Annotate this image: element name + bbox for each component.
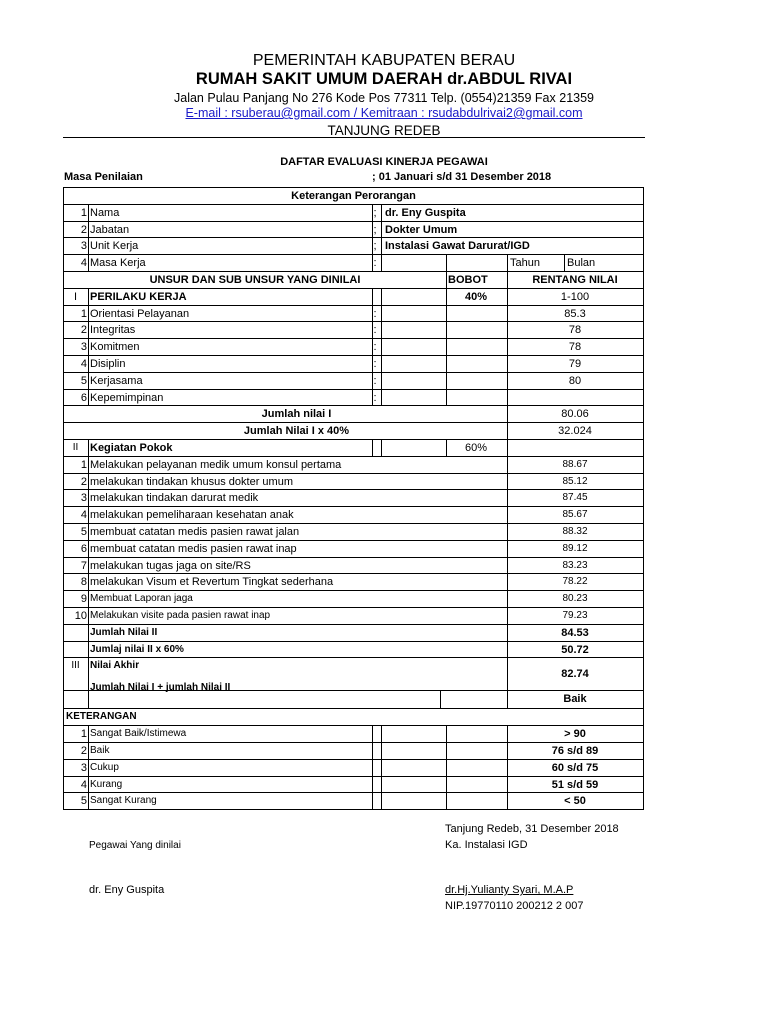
- legend-row: [64, 760, 643, 777]
- section-rentang: 1-100: [560, 290, 590, 303]
- head-nip: NIP.19770110 200212 2 007: [445, 900, 584, 912]
- final-score-label: Nilai Akhir: [90, 660, 140, 672]
- masa-kerja-label: Masa Kerja: [90, 257, 146, 270]
- activity-label: melakukan tindakan darurat medik: [90, 492, 259, 505]
- colon: :: [373, 341, 377, 354]
- personal-label: Nama: [90, 206, 120, 219]
- legend-row: [64, 743, 643, 760]
- weighted-total-row: [64, 642, 643, 659]
- colon: ;: [373, 206, 377, 219]
- row-number: 2: [80, 223, 87, 236]
- criteria-label: Kepemimpinan: [90, 391, 164, 404]
- criteria-label: Komitmen: [90, 341, 140, 354]
- activity-label: melakukan tindakan khusus dokter umum: [90, 475, 293, 488]
- colon: :: [373, 307, 377, 320]
- subtotal-label: Jumlah Nilai II: [90, 626, 158, 638]
- criteria-row: [64, 373, 643, 390]
- row-number: 7: [80, 559, 87, 572]
- personal-value: Dokter Umum: [385, 223, 458, 236]
- personal-row: [64, 238, 643, 255]
- row-number: 1: [80, 728, 87, 741]
- legend-range: < 50: [564, 795, 586, 808]
- row-number: 6: [80, 542, 87, 555]
- activity-score: 80.23: [562, 593, 588, 605]
- legend-range: 51 s/d 59: [551, 778, 599, 791]
- activity-row: [64, 457, 643, 474]
- activity-row: [64, 558, 643, 575]
- personal-value: Instalasi Gawat Darurat/IGD: [385, 240, 530, 253]
- subtotal-value: 80.06: [561, 408, 589, 421]
- period-value: ; 01 Januari s/d 31 Desember 2018: [372, 171, 552, 183]
- final-score-value: 82.74: [561, 668, 589, 681]
- activity-row: [64, 474, 643, 491]
- colon: :: [373, 374, 377, 387]
- activity-label: membuat catatan medis pasien rawat jalan: [90, 525, 300, 538]
- section-title: PERILAKU KERJA: [90, 290, 187, 303]
- criteria-score: [507, 390, 643, 406]
- activity-label: Melakukan visite pada pasien rawat inap: [90, 609, 271, 621]
- row-number: 9: [80, 593, 87, 606]
- section-title: Kegiatan Pokok: [90, 441, 173, 454]
- row-number: 1: [80, 206, 87, 219]
- personal-label: Jabatan: [90, 223, 130, 236]
- subtotal-row: [64, 406, 643, 423]
- activity-label: Melakukan pelayanan medik umum konsul pertama: [90, 458, 342, 471]
- row-number: 8: [80, 576, 87, 589]
- criteria-score: 78: [568, 324, 582, 337]
- row-number: 4: [80, 357, 87, 370]
- document-title: DAFTAR EVALUASI KINERJA PEGAWAI: [280, 156, 488, 168]
- place-date: Tanjung Redeb, 31 Desember 2018: [445, 823, 619, 835]
- head-title: Ka. Instalasi IGD: [445, 839, 528, 851]
- criteria-label: Integritas: [90, 324, 136, 337]
- masa-kerja-row: [64, 255, 643, 272]
- legend-label: Sangat Baik/Istimewa: [90, 728, 187, 740]
- activity-row: [64, 541, 643, 558]
- row-number: 4: [80, 509, 87, 522]
- weighted-total-label: Jumlah Nilai I x 40%: [243, 425, 350, 438]
- row-number: 2: [80, 744, 87, 757]
- activity-score: 87.45: [562, 492, 588, 504]
- header-unsur: UNSUR DAN SUB UNSUR YANG DINILAI: [149, 273, 361, 286]
- criteria-label: Kerjasama: [90, 374, 143, 387]
- legend-range: 76 s/d 89: [551, 744, 599, 757]
- criteria-row: [64, 390, 643, 407]
- criteria-score: 80: [568, 374, 582, 387]
- row-number: 3: [80, 240, 87, 253]
- activity-score: 83.23: [562, 559, 588, 571]
- personal-label: Unit Kerja: [90, 240, 139, 253]
- activity-row: [64, 591, 643, 608]
- evaluation-table: [63, 187, 644, 810]
- final-grade-row: [64, 682, 643, 709]
- activity-score: 79.23: [562, 609, 588, 621]
- row-number: 5: [80, 374, 87, 387]
- activity-label: melakukan Visum et Revertum Tingkat sederhana: [90, 576, 334, 589]
- activity-score: 85.12: [562, 475, 588, 487]
- subtotal-row: [64, 625, 643, 642]
- hospital-email[interactable]: E-mail : rsuberau@gmail.com / Kemitraan : rsudabdulrivai2@gmail.com: [185, 106, 583, 120]
- legend-range: 60 s/d 75: [551, 761, 599, 774]
- personal-row: [64, 205, 643, 222]
- activity-score: 78.22: [562, 576, 588, 588]
- row-number: 4: [80, 257, 87, 270]
- personal-value: dr. Eny Guspita: [385, 206, 466, 219]
- letterhead-divider: [63, 137, 645, 138]
- personal-header: Keterangan Perorangan: [291, 190, 416, 202]
- colon: ;: [373, 223, 377, 236]
- legend-row: [64, 793, 643, 810]
- activity-score: 88.67: [562, 458, 588, 470]
- criteria-row: [64, 322, 643, 339]
- row-number: 10: [74, 609, 87, 622]
- activity-row: [64, 524, 643, 541]
- hospital-name: RUMAH SAKIT UMUM DAERAH dr.ABDUL RIVAI: [195, 70, 573, 88]
- colon: :: [373, 324, 377, 337]
- gov-name: PEMERINTAH KABUPATEN BERAU: [252, 52, 516, 69]
- criteria-label: Disiplin: [90, 357, 126, 370]
- employee-name: dr. Eny Guspita: [89, 884, 165, 896]
- activity-row: [64, 608, 643, 625]
- activity-row: [64, 574, 643, 591]
- colon: :: [373, 357, 377, 370]
- hospital-address: Jalan Pulau Panjang No 276 Kode Pos 77311 Telp. (0554)21359 Fax 21359: [174, 91, 594, 105]
- final-grade: Baik: [563, 693, 587, 706]
- row-number: 3: [80, 341, 87, 354]
- activity-label: melakukan pemeliharaan kesehatan anak: [90, 509, 294, 522]
- personal-header-row: [64, 188, 643, 205]
- employee-title: Pegawai Yang dinilai: [89, 840, 181, 851]
- legend-label: Baik: [90, 744, 110, 756]
- row-number: 4: [80, 778, 87, 791]
- row-number: 2: [80, 475, 87, 488]
- colon: :: [373, 391, 377, 404]
- activity-row: [64, 507, 643, 524]
- colon: :: [373, 257, 377, 270]
- legend-title: KETERANGAN: [66, 711, 137, 723]
- activity-score: 85.67: [562, 509, 588, 521]
- section-bobot: 40%: [464, 290, 488, 303]
- legend-label: Sangat Kurang: [90, 795, 157, 807]
- weighted-total-label: Jumlaj nilai II x 60%: [90, 643, 184, 655]
- section-row: [64, 440, 643, 457]
- criteria-score: 79: [568, 357, 582, 370]
- tahun-label: Tahun: [510, 257, 540, 270]
- bulan-label: Bulan: [567, 257, 596, 270]
- row-number: 3: [80, 761, 87, 774]
- legend-row: [64, 726, 643, 743]
- weighted-total-value: 50.72: [561, 643, 589, 656]
- section-number: I: [73, 290, 78, 303]
- criteria-row: [64, 339, 643, 356]
- row-number: 2: [80, 324, 87, 337]
- criteria-score: 78: [568, 341, 582, 354]
- section-bobot: 60%: [464, 441, 488, 454]
- weighted-total-value: 32.024: [558, 425, 592, 438]
- subtotal-value: 84.53: [561, 626, 589, 639]
- column-header-row: [64, 272, 643, 289]
- period-label: Masa Penilaian: [64, 171, 143, 183]
- personal-row: [64, 222, 643, 239]
- criteria-row: [64, 306, 643, 323]
- activity-label: membuat catatan medis pasien rawat inap: [90, 542, 297, 555]
- row-number: 6: [80, 391, 87, 404]
- subtotal-label: Jumlah nilai I: [261, 408, 332, 421]
- section-row: [64, 289, 643, 306]
- activity-score: 88.32: [562, 525, 588, 537]
- criteria-label: Orientasi Pelayanan: [90, 307, 190, 320]
- row-number: 1: [80, 458, 87, 471]
- city-name: TANJUNG REDEB: [327, 123, 441, 138]
- section-number: III: [71, 660, 80, 672]
- section-number: II: [72, 441, 79, 453]
- activity-label: Membuat Laporan jaga: [90, 593, 193, 605]
- row-number: 5: [80, 525, 87, 538]
- activity-row: [64, 490, 643, 507]
- criteria-score: 85.3: [564, 307, 586, 320]
- activity-label: melakukan tugas jaga on site/RS: [90, 559, 251, 572]
- row-number: 3: [80, 492, 87, 505]
- legend-header-row: [64, 709, 643, 726]
- colon: ;: [373, 240, 377, 253]
- legend-row: [64, 777, 643, 794]
- legend-label: Kurang: [90, 778, 123, 790]
- formula-label: Jumlah Nilai I + jumlah Nilai II: [90, 682, 231, 694]
- legend-range: > 90: [564, 728, 586, 741]
- criteria-row: [64, 356, 643, 373]
- row-number: 1: [80, 307, 87, 320]
- weighted-total-row: [64, 423, 643, 440]
- row-number: 5: [80, 795, 87, 808]
- header-bobot: BOBOT: [448, 273, 488, 286]
- header-rentang: RENTANG NILAI: [532, 273, 618, 286]
- head-name: dr.Hj.Yulianty Syari, M.A.P: [445, 884, 574, 896]
- activity-score: 89.12: [562, 542, 588, 554]
- legend-label: Cukup: [90, 761, 119, 773]
